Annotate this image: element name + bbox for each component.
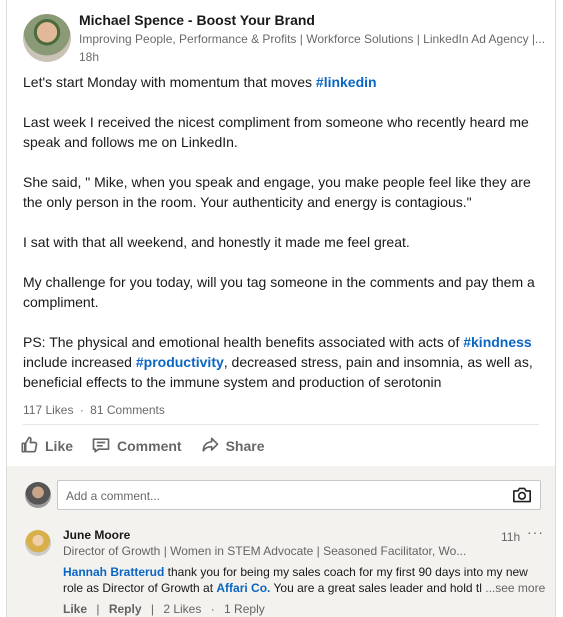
comment-button[interactable] [91, 435, 182, 458]
hashtag-linkedin[interactable]: #linkedin [315, 74, 377, 90]
comment-actions [63, 602, 265, 616]
separator-dot: · [79, 403, 84, 417]
post-body [23, 72, 543, 412]
author-headline: Improving People, Performance & Profits | Workforce Solutions | LinkedIn Ad Agency |... [79, 32, 546, 46]
like-label: Like [45, 438, 74, 454]
comment-likes-count[interactable]: 2 Likes [163, 602, 202, 616]
post-paragraph: I sat with that all weekend, and honestly it made me feel great. [23, 234, 410, 250]
post-text: include increased [23, 354, 136, 370]
company-link[interactable]: Affari Co. [216, 581, 271, 595]
comment-placeholder: Add a comment... [66, 489, 161, 503]
commenter-headline: Director of Growth | Women in STEM Advocate | Seasoned Facilitator, Wo... [63, 544, 467, 558]
like-button[interactable] [19, 435, 73, 458]
comment-icon [91, 435, 111, 458]
share-button[interactable] [200, 435, 265, 458]
comment-reply-button[interactable]: Reply [108, 602, 142, 616]
post-paragraph [23, 72, 543, 92]
comment-body: You are a great sales leader and hold tl [270, 581, 482, 595]
post-text: , decreased stress, pain and insomnia, as well as, beneficial effects to the immune system and production of serotonin [23, 354, 533, 390]
post-text: PS: The physical and emotional health benefits associated with acts of [23, 334, 464, 350]
share-label: Share [225, 438, 265, 454]
comment-label: Comment [117, 438, 182, 454]
post-card [6, 0, 556, 617]
separator-bar: | [150, 602, 154, 616]
action-bar [19, 430, 265, 462]
post-paragraph [23, 332, 543, 392]
mention-link[interactable]: Hannah Bratterud [63, 565, 165, 579]
author-name[interactable]: Michael Spence - Boost Your Brand [79, 12, 315, 28]
comments-section [7, 466, 555, 617]
see-more-link[interactable]: ...see more [485, 581, 546, 595]
more-options-icon[interactable]: ··· [527, 524, 544, 540]
post-paragraph: Last week I received the nicest compliment from someone who recently heard me speak and follows me on LinkedIn. [23, 114, 529, 150]
post-header [23, 12, 545, 66]
separator-dot: · [210, 602, 215, 616]
post-time: 18h [79, 50, 100, 64]
thumbs-up-icon [19, 435, 39, 458]
separator-bar: | [96, 602, 100, 616]
post-paragraph: My challenge for you today, will you tag someone in the comments and pay them a compliment. [23, 274, 535, 310]
social-counts [23, 403, 165, 417]
comment-time: 11h [501, 530, 521, 544]
author-avatar[interactable] [23, 14, 71, 62]
camera-icon[interactable] [512, 486, 532, 504]
post-text: Let's start Monday with momentum that moves [23, 74, 316, 90]
hashtag-productivity[interactable]: #productivity [135, 354, 224, 370]
current-user-avatar [25, 482, 51, 508]
commenter-name[interactable]: June Moore [63, 528, 131, 542]
comments-count[interactable]: 81 Comments [90, 403, 165, 417]
comment-body: thank you for being my sales coach for my first 90 days into my new role as Director of Growth at [63, 565, 528, 595]
commenter-avatar[interactable] [25, 530, 51, 556]
share-arrow-icon [200, 435, 220, 458]
likes-count[interactable]: 117 Likes [23, 403, 74, 417]
comment-like-button[interactable]: Like [63, 602, 88, 616]
add-comment-input[interactable] [57, 480, 541, 510]
comment-replies-count[interactable]: 1 Reply [224, 602, 265, 616]
divider [23, 424, 539, 425]
comment-text [63, 564, 547, 596]
post-paragraph: She said, " Mike, when you speak and engage, you make people feel like they are the only person in the room. Your authenticity and energy is contagious." [23, 174, 531, 210]
hashtag-kindness[interactable]: #kindness [463, 334, 532, 350]
